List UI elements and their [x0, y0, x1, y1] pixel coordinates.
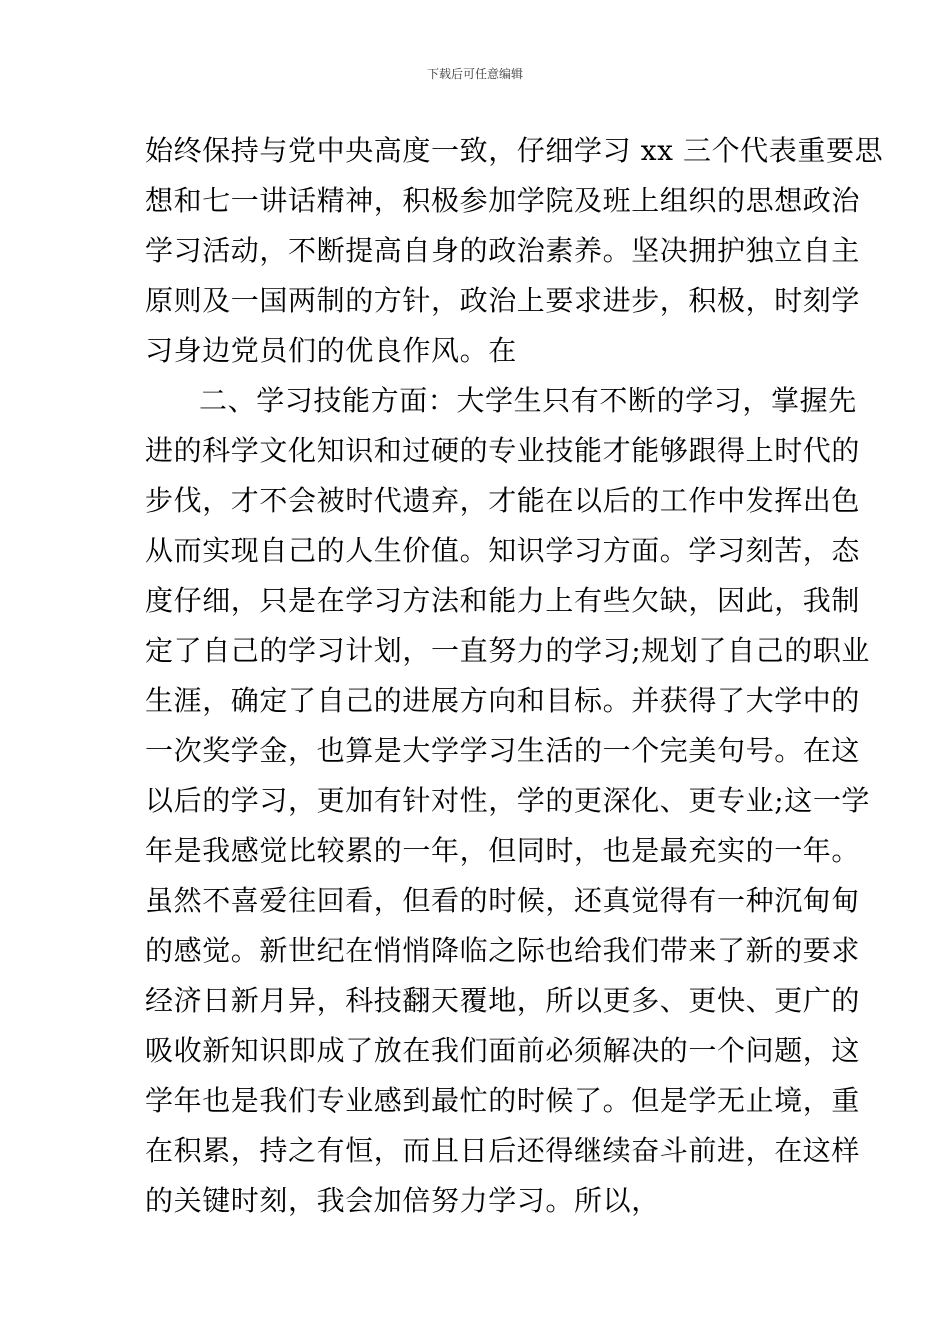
text-line: 原则及一国两制的方针，政治上要求进步，积极，时刻学 [145, 284, 861, 317]
text-line: 学年也是我们专业感到最忙的时候了。但是学无止境，重 [145, 1084, 861, 1117]
document-body [145, 126, 884, 1226]
text-line: 从而实现自己的人生价值。知识学习方面。学习刻苦，态 [145, 534, 861, 567]
page-header: 下载后可任意编辑 [426, 67, 523, 81]
text-line: 的关键时刻，我会加倍努力学习。所以， [145, 1184, 660, 1217]
text-line: 步伐，才不会被时代遗弃，才能在以后的工作中发挥出色 [145, 484, 861, 517]
paragraph-2 [145, 376, 871, 1226]
text-line: 定了自己的学习计划，一直努力的学习;规划了自己的职业 [145, 634, 871, 667]
text-line: 进的科学文化知识和过硬的专业技能才能够跟得上时代的 [145, 434, 861, 467]
text-line: 年是我感觉比较累的一年，但同时，也是最充实的一年。 [145, 834, 861, 867]
paragraph-1 [145, 126, 884, 376]
text-line: 一次奖学金，也算是大学学习生活的一个完美句号。在这 [145, 734, 861, 767]
text-line: 二、学习技能方面：大学生只有不断的学习，掌握先 [199, 384, 857, 417]
text-line: 以后的学习，更加有针对性，学的更深化、更专业;这一学 [145, 784, 871, 817]
text-line: 学习活动，不断提高自身的政治素养。坚决拥护独立自主 [145, 234, 861, 267]
text-line: 在积累，持之有恒，而且日后还得继续奋斗前进，在这样 [145, 1134, 861, 1167]
text-line: 生涯，确定了自己的进展方向和目标。并获得了大学中的 [145, 684, 861, 717]
text-line: 度仔细，只是在学习方法和能力上有些欠缺，因此，我制 [145, 584, 861, 617]
text-line: 虽然不喜爱往回看，但看的时候，还真觉得有一种沉甸甸 [145, 884, 861, 917]
text-line: 想和七一讲话精神，积极参加学院及班上组织的思想政治 [145, 184, 861, 217]
text-line: 经济日新月异，科技翻天覆地，所以更多、更快、更广的 [145, 984, 861, 1017]
text-line: 始终保持与党中央高度一致，仔细学习 xx 三个代表重要思 [145, 134, 884, 167]
text-line: 的感觉。新世纪在悄悄降临之际也给我们带来了新的要求 [145, 934, 861, 967]
text-line: 习身边党员们的优良作风。在 [145, 334, 517, 367]
text-line: 吸收新知识即成了放在我们面前必须解决的一个问题，这 [145, 1034, 861, 1067]
